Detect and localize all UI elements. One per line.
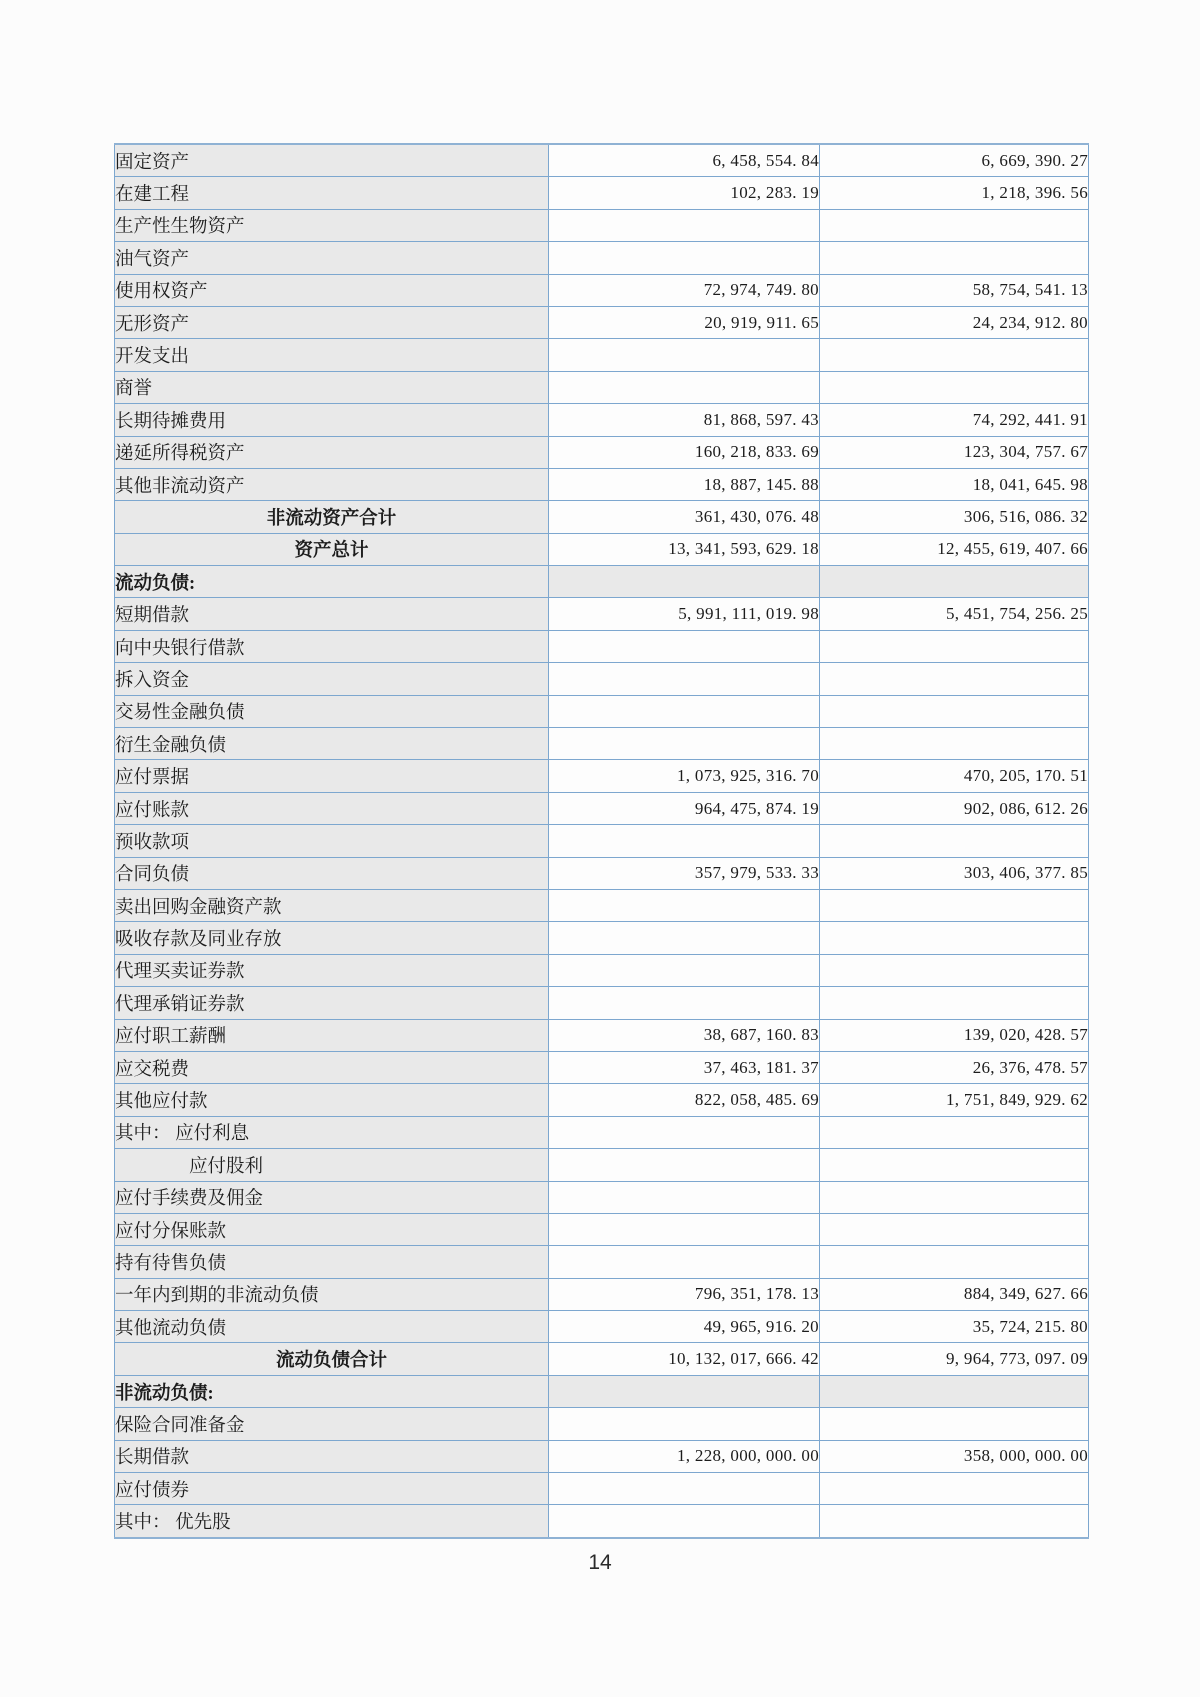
- row-label-cell: 非流动资产合计: [115, 501, 549, 533]
- previous-period-value-cell: 24, 234, 912. 80: [820, 306, 1089, 338]
- row-label-cell: 长期借款: [115, 1440, 549, 1472]
- current-period-value-cell: [549, 242, 820, 274]
- row-label-cell: 其他流动负债: [115, 1311, 549, 1343]
- previous-period-value-cell: [820, 987, 1089, 1019]
- current-period-value-cell: [549, 954, 820, 986]
- current-period-value-cell: 1, 073, 925, 316. 70: [549, 760, 820, 792]
- table-row: [115, 306, 1089, 338]
- row-label-cell: 商誉: [115, 371, 549, 403]
- row-label-cell: 代理买卖证券款: [115, 954, 549, 986]
- table-row: [115, 1278, 1089, 1310]
- table-row: [115, 987, 1089, 1019]
- previous-period-value-cell: [820, 728, 1089, 760]
- current-period-value-cell: 49, 965, 916. 20: [549, 1311, 820, 1343]
- current-period-value-cell: 822, 058, 485. 69: [549, 1084, 820, 1116]
- row-label-cell: 非流动负债:: [115, 1375, 549, 1407]
- current-period-value-cell: 160, 218, 833. 69: [549, 436, 820, 468]
- row-label-cell: 应付账款: [115, 792, 549, 824]
- previous-period-value-cell: [820, 1149, 1089, 1181]
- current-period-value-cell: 361, 430, 076. 48: [549, 501, 820, 533]
- row-label-cell: 使用权资产: [115, 274, 549, 306]
- table-row: [115, 242, 1089, 274]
- previous-period-value-cell: 5, 451, 754, 256. 25: [820, 598, 1089, 630]
- row-label-cell: 开发支出: [115, 339, 549, 371]
- table-row: [115, 566, 1089, 598]
- table-row: [115, 1084, 1089, 1116]
- current-period-value-cell: [549, 1505, 820, 1538]
- row-label-cell: 合同负债: [115, 857, 549, 889]
- previous-period-value-cell: [820, 1213, 1089, 1245]
- previous-period-value-cell: [820, 566, 1089, 598]
- previous-period-value-cell: [820, 1181, 1089, 1213]
- table-row: [115, 889, 1089, 921]
- table-row: [115, 1116, 1089, 1148]
- current-period-value-cell: 796, 351, 178. 13: [549, 1278, 820, 1310]
- row-label-cell: 卖出回购金融资产款: [115, 889, 549, 921]
- previous-period-value-cell: 12, 455, 619, 407. 66: [820, 533, 1089, 565]
- current-period-value-cell: 357, 979, 533. 33: [549, 857, 820, 889]
- row-label-cell: 油气资产: [115, 242, 549, 274]
- table-row: [115, 1213, 1089, 1245]
- row-label-cell: 应付股利: [115, 1149, 549, 1181]
- row-label-cell: 应付分保账款: [115, 1213, 549, 1245]
- row-label-cell: 资产总计: [115, 533, 549, 565]
- current-period-value-cell: [549, 663, 820, 695]
- current-period-value-cell: 18, 887, 145. 88: [549, 468, 820, 500]
- previous-period-value-cell: [820, 630, 1089, 662]
- previous-period-value-cell: 358, 000, 000. 00: [820, 1440, 1089, 1472]
- previous-period-value-cell: [820, 922, 1089, 954]
- table-row: [115, 501, 1089, 533]
- row-label-cell: 生产性生物资产: [115, 209, 549, 241]
- previous-period-value-cell: [820, 825, 1089, 857]
- balance-sheet-table: [114, 143, 1089, 1539]
- row-label-cell: 流动负债合计: [115, 1343, 549, 1375]
- current-period-value-cell: [549, 1213, 820, 1245]
- table-row: [115, 404, 1089, 436]
- row-label-cell: 无形资产: [115, 306, 549, 338]
- page-number: 14: [588, 1551, 612, 1574]
- current-period-value-cell: [549, 1473, 820, 1505]
- current-period-value-cell: [549, 825, 820, 857]
- table-row: [115, 339, 1089, 371]
- table-row: [115, 630, 1089, 662]
- table-row: [115, 274, 1089, 306]
- previous-period-value-cell: 6, 669, 390. 27: [820, 144, 1089, 177]
- previous-period-value-cell: 139, 020, 428. 57: [820, 1019, 1089, 1051]
- table-row: [115, 1311, 1089, 1343]
- previous-period-value-cell: [820, 209, 1089, 241]
- current-period-value-cell: 13, 341, 593, 629. 18: [549, 533, 820, 565]
- table-row: [115, 1149, 1089, 1181]
- previous-period-value-cell: [820, 371, 1089, 403]
- current-period-value-cell: [549, 1375, 820, 1407]
- previous-period-value-cell: [820, 663, 1089, 695]
- table-row: [115, 792, 1089, 824]
- table-row: [115, 598, 1089, 630]
- current-period-value-cell: 6, 458, 554. 84: [549, 144, 820, 177]
- row-label-cell: 吸收存款及同业存放: [115, 922, 549, 954]
- previous-period-value-cell: 1, 751, 849, 929. 62: [820, 1084, 1089, 1116]
- current-period-value-cell: 10, 132, 017, 666. 42: [549, 1343, 820, 1375]
- current-period-value-cell: 37, 463, 181. 37: [549, 1051, 820, 1083]
- row-label-cell: 应付手续费及佣金: [115, 1181, 549, 1213]
- row-label-cell: 应付职工薪酬: [115, 1019, 549, 1051]
- row-label-cell: 在建工程: [115, 177, 549, 209]
- table-row: [115, 177, 1089, 209]
- current-period-value-cell: [549, 1246, 820, 1278]
- current-period-value-cell: [549, 209, 820, 241]
- table-row: [115, 728, 1089, 760]
- row-label-cell: 其中： 应付利息: [115, 1116, 549, 1148]
- current-period-value-cell: [549, 922, 820, 954]
- table-row: [115, 371, 1089, 403]
- current-period-value-cell: [549, 1116, 820, 1148]
- row-label-cell: 流动负债:: [115, 566, 549, 598]
- current-period-value-cell: [549, 987, 820, 1019]
- previous-period-value-cell: 35, 724, 215. 80: [820, 1311, 1089, 1343]
- row-label-cell: 代理承销证券款: [115, 987, 549, 1019]
- current-period-value-cell: [549, 566, 820, 598]
- row-label-cell: 应付债券: [115, 1473, 549, 1505]
- current-period-value-cell: [549, 1408, 820, 1440]
- current-period-value-cell: [549, 371, 820, 403]
- row-label-cell: 应付票据: [115, 760, 549, 792]
- table-row: [115, 825, 1089, 857]
- table-row: [115, 1375, 1089, 1407]
- row-label-cell: 衍生金融负债: [115, 728, 549, 760]
- row-label-cell: 交易性金融负债: [115, 695, 549, 727]
- row-label-cell: 持有待售负债: [115, 1246, 549, 1278]
- table-row: [115, 1343, 1089, 1375]
- current-period-value-cell: 20, 919, 911. 65: [549, 306, 820, 338]
- current-period-value-cell: [549, 630, 820, 662]
- table-row: [115, 468, 1089, 500]
- row-label-cell: 递延所得税资产: [115, 436, 549, 468]
- row-label-cell: 拆入资金: [115, 663, 549, 695]
- table-row: [115, 663, 1089, 695]
- current-period-value-cell: [549, 728, 820, 760]
- table-row: [115, 1505, 1089, 1538]
- table-row: [115, 760, 1089, 792]
- previous-period-value-cell: 303, 406, 377. 85: [820, 857, 1089, 889]
- table-row: [115, 1473, 1089, 1505]
- row-label-cell: 固定资产: [115, 144, 549, 177]
- current-period-value-cell: 5, 991, 111, 019. 98: [549, 598, 820, 630]
- previous-period-value-cell: 884, 349, 627. 66: [820, 1278, 1089, 1310]
- previous-period-value-cell: 26, 376, 478. 57: [820, 1051, 1089, 1083]
- table-row: [115, 1019, 1089, 1051]
- current-period-value-cell: 38, 687, 160. 83: [549, 1019, 820, 1051]
- table-row: [115, 209, 1089, 241]
- current-period-value-cell: [549, 1149, 820, 1181]
- current-period-value-cell: [549, 889, 820, 921]
- current-period-value-cell: 81, 868, 597. 43: [549, 404, 820, 436]
- previous-period-value-cell: [820, 1116, 1089, 1148]
- previous-period-value-cell: 18, 041, 645. 98: [820, 468, 1089, 500]
- table-row: [115, 857, 1089, 889]
- row-label-cell: 向中央银行借款: [115, 630, 549, 662]
- previous-period-value-cell: [820, 1473, 1089, 1505]
- current-period-value-cell: [549, 339, 820, 371]
- row-label-cell: 其中： 优先股: [115, 1505, 549, 1538]
- previous-period-value-cell: 74, 292, 441. 91: [820, 404, 1089, 436]
- previous-period-value-cell: [820, 695, 1089, 727]
- previous-period-value-cell: [820, 889, 1089, 921]
- row-label-cell: 短期借款: [115, 598, 549, 630]
- previous-period-value-cell: 470, 205, 170. 51: [820, 760, 1089, 792]
- previous-period-value-cell: 9, 964, 773, 097. 09: [820, 1343, 1089, 1375]
- table-row: [115, 533, 1089, 565]
- current-period-value-cell: [549, 1181, 820, 1213]
- table-row: [115, 1440, 1089, 1472]
- current-period-value-cell: 102, 283. 19: [549, 177, 820, 209]
- previous-period-value-cell: [820, 242, 1089, 274]
- previous-period-value-cell: [820, 1408, 1089, 1440]
- previous-period-value-cell: [820, 1505, 1089, 1538]
- previous-period-value-cell: 1, 218, 396. 56: [820, 177, 1089, 209]
- row-label-cell: 其他非流动资产: [115, 468, 549, 500]
- table-row: [115, 695, 1089, 727]
- table-row: [115, 1181, 1089, 1213]
- row-label-cell: 应交税费: [115, 1051, 549, 1083]
- row-label-cell: 预收款项: [115, 825, 549, 857]
- previous-period-value-cell: 902, 086, 612. 26: [820, 792, 1089, 824]
- table-row: [115, 954, 1089, 986]
- previous-period-value-cell: [820, 1246, 1089, 1278]
- current-period-value-cell: 1, 228, 000, 000. 00: [549, 1440, 820, 1472]
- current-period-value-cell: [549, 695, 820, 727]
- row-label-cell: 其他应付款: [115, 1084, 549, 1116]
- table-row: [115, 436, 1089, 468]
- table-row: [115, 144, 1089, 177]
- previous-period-value-cell: [820, 954, 1089, 986]
- table-row: [115, 1408, 1089, 1440]
- previous-period-value-cell: 123, 304, 757. 67: [820, 436, 1089, 468]
- table-row: [115, 1246, 1089, 1278]
- current-period-value-cell: 72, 974, 749. 80: [549, 274, 820, 306]
- previous-period-value-cell: 306, 516, 086. 32: [820, 501, 1089, 533]
- table-row: [115, 1051, 1089, 1083]
- current-period-value-cell: 964, 475, 874. 19: [549, 792, 820, 824]
- row-label-cell: 保险合同准备金: [115, 1408, 549, 1440]
- table-row: [115, 922, 1089, 954]
- previous-period-value-cell: 58, 754, 541. 13: [820, 274, 1089, 306]
- previous-period-value-cell: [820, 339, 1089, 371]
- previous-period-value-cell: [820, 1375, 1089, 1407]
- row-label-cell: 长期待摊费用: [115, 404, 549, 436]
- row-label-cell: 一年内到期的非流动负债: [115, 1278, 549, 1310]
